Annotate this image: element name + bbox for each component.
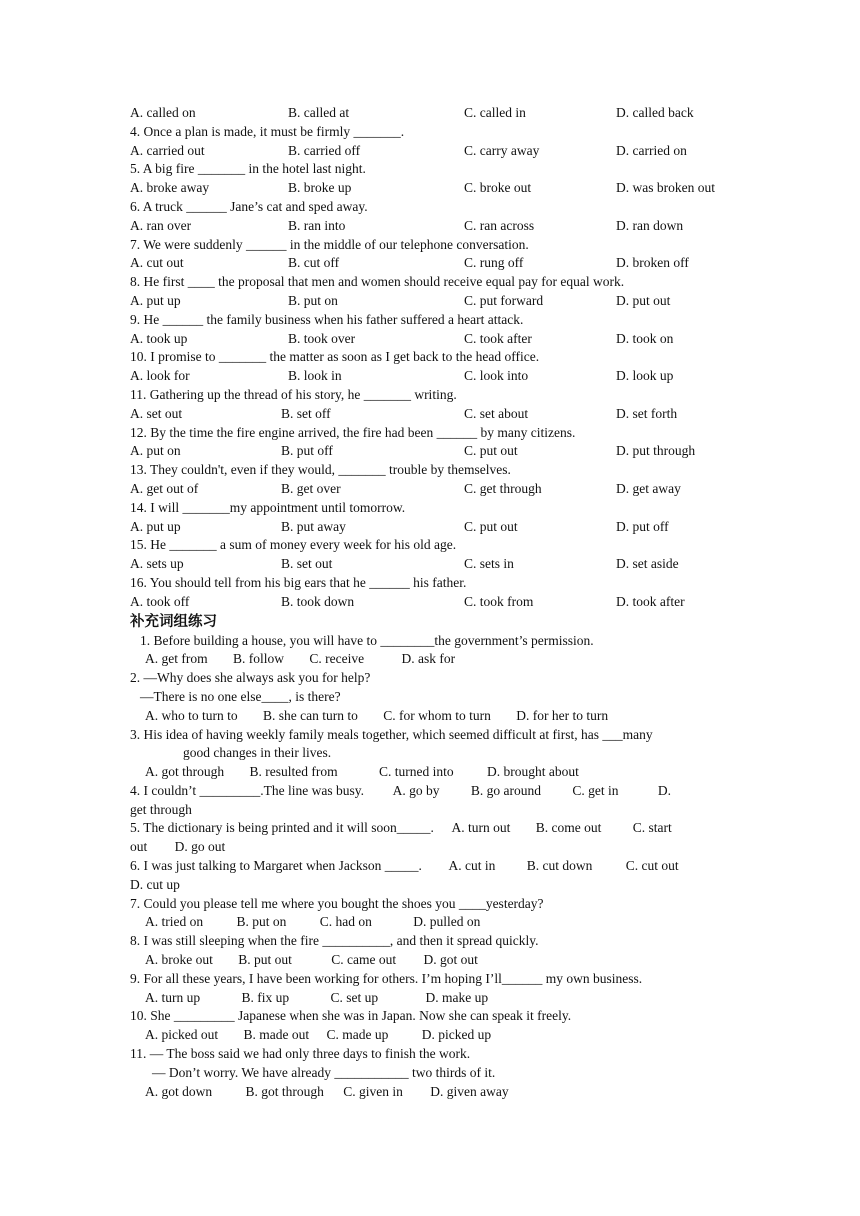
question-text: 3. His idea of having weekly family meals together, which seemed difficult at first, has ___many — [130, 726, 653, 742]
question-text: 13. They couldn't, even if they would, _______ trouble by themselves. — [130, 462, 511, 478]
option-c: C. start — [632, 820, 672, 836]
question-text: 2. —Why does she always ask you for help? — [130, 670, 371, 686]
option-c: C. broke out — [464, 180, 532, 196]
option-b: B. cut off — [288, 255, 340, 271]
options-row — [130, 405, 740, 424]
option-d-wrap: D. cut up — [130, 876, 180, 892]
option-c: C. called in — [464, 105, 526, 120]
option-a: A. get from — [145, 651, 208, 667]
option-a: A. picked out — [145, 1027, 219, 1043]
options-row — [130, 707, 740, 726]
option-d: D. brought about — [486, 764, 579, 780]
option-a: A. took off — [130, 593, 190, 609]
question-text: 6. A truck ______ Jane’s cat and sped away. — [130, 198, 368, 214]
question-text: 14. I will _______my appointment until tomorrow. — [130, 499, 406, 515]
option-b: B. resulted from — [249, 764, 338, 780]
options-row — [130, 555, 740, 574]
option-b: B. carried off — [288, 142, 361, 158]
option-a: A. put up — [130, 518, 181, 534]
question-text-cont: —There is no one else____, is there? — [140, 688, 341, 704]
option-b: B. cut down — [526, 858, 593, 874]
option-d: D. look up — [616, 368, 674, 384]
option-c: C. put out — [464, 443, 518, 459]
option-b: B. put off — [281, 443, 333, 459]
option-b: B. follow — [232, 651, 284, 667]
option-b: B. took over — [288, 330, 356, 346]
option-d: D. took on — [616, 330, 674, 346]
worksheet — [130, 104, 740, 1101]
question-text: 6. I was just talking to Margaret when Jackson _____. — [130, 858, 422, 874]
option-c: C. given in — [343, 1083, 403, 1099]
option-a: A. cut out — [130, 255, 184, 271]
option-c: C. for whom to turn — [383, 707, 491, 723]
question-text: 15. He _______ a sum of money every week for his old age. — [130, 537, 457, 553]
option-c: C. look into — [464, 368, 529, 384]
question-with-options — [130, 857, 740, 876]
option-c-wrap: out — [130, 839, 148, 855]
option-b: B. she can turn to — [263, 707, 358, 723]
option-b: B. look in — [288, 368, 342, 384]
question-text: 11. — The boss said we had only three days to finish the work. — [130, 1046, 471, 1062]
options-row — [130, 1083, 740, 1102]
option-a: A. look for — [130, 368, 190, 384]
option-a: A. turn out — [451, 820, 511, 836]
option-c: C. receive — [309, 651, 365, 667]
option-a: A. broke out — [145, 952, 213, 968]
option-a: A. ran over — [130, 217, 192, 233]
option-b: B. fix up — [241, 989, 290, 1005]
option-c: C. turned into — [378, 764, 454, 780]
question-text: 4. Once a plan is made, it must be firmly _______. — [130, 123, 405, 139]
option-d: D. got out — [423, 952, 478, 968]
option-a: A. called on — [130, 105, 196, 120]
option-b: B. broke up — [288, 180, 352, 196]
option-c: C. ran across — [464, 217, 535, 233]
option-d-wrap: get through — [130, 801, 192, 817]
options-row — [130, 142, 740, 161]
option-b: B. ran into — [288, 217, 346, 233]
option-b: B. called at — [288, 105, 350, 120]
option-b: B. put on — [236, 914, 287, 930]
option-c: C. set up — [330, 989, 379, 1005]
wrap-line — [130, 838, 740, 857]
option-a: A. turn up — [145, 989, 201, 1005]
option-c: C. took from — [464, 593, 534, 609]
question-text: 8. He first ____ the proposal that men and women should receive equal pay for equal work. — [130, 274, 625, 290]
section-heading: 补充词组练习 — [130, 613, 217, 630]
options-row — [130, 292, 740, 311]
options-row — [130, 989, 740, 1008]
option-c: C. carry away — [464, 142, 540, 158]
option-a: A. broke away — [130, 180, 210, 196]
option-d: D. ran down — [616, 217, 684, 233]
option-a: A. cut in — [448, 858, 496, 874]
options-row — [130, 763, 740, 782]
question-text: 1. Before building a house, you will have to ________the government’s permission. — [140, 632, 594, 648]
option-a: A. tried on — [145, 914, 204, 930]
option-c: C. put forward — [464, 292, 544, 308]
option-d: D. broken off — [616, 255, 689, 271]
question-text: 10. She _________ Japanese when she was in Japan. Now she can speak it freely. — [130, 1008, 572, 1024]
option-d: D. carried on — [616, 142, 687, 158]
option-c: C. had on — [319, 914, 372, 930]
options-row — [130, 951, 740, 970]
question-text: 7. Could you please tell me where you bought the shoes you ____yesterday? — [130, 895, 544, 911]
options-row — [130, 179, 740, 198]
question-with-options — [130, 782, 740, 801]
option-c: C. made up — [326, 1027, 389, 1043]
option-d: D. pulled on — [413, 914, 481, 930]
question-text-cont: — Don’t worry. We have already ___________ two thirds of it. — [152, 1064, 496, 1080]
option-d: D. ask for — [401, 651, 456, 667]
options-row — [130, 442, 740, 461]
option-c: C. get in — [572, 782, 619, 798]
option-a: A. took up — [130, 330, 188, 346]
option-c: C. get through — [464, 480, 542, 496]
question-text: 5. A big fire _______ in the hotel last night. — [130, 161, 366, 177]
option-b: B. set off — [281, 405, 331, 421]
question-text: 9. He ______ the family business when his father suffered a heart attack. — [130, 311, 524, 327]
option-b: B. put away — [281, 518, 346, 534]
option-d: D. get away — [616, 480, 681, 496]
option-b: B. got through — [245, 1083, 324, 1099]
options-row-q3 — [130, 104, 740, 123]
option-a: A. got through — [145, 764, 225, 780]
options-row — [130, 254, 740, 273]
option-a: A. go by — [392, 782, 440, 798]
option-c: C. set about — [464, 405, 529, 421]
option-d: D. go out — [174, 839, 226, 855]
option-d: D. for her to turn — [516, 707, 609, 723]
option-a: A. put up — [130, 292, 181, 308]
option-c: C. came out — [331, 952, 397, 968]
question-text-cont: good changes in their lives. — [183, 745, 332, 761]
option-c: C. put out — [464, 518, 518, 534]
option-b: B. put out — [238, 952, 292, 968]
option-d: D. — [657, 782, 671, 798]
option-a: A. get out of — [130, 480, 199, 496]
question-text: 8. I was still sleeping when the fire __________, and then it spread quickly. — [130, 933, 539, 949]
options-row — [130, 1026, 740, 1045]
option-d: D. took after — [616, 593, 685, 609]
part1-questions — [130, 123, 740, 612]
option-d: D. picked up — [421, 1027, 492, 1043]
options-row — [130, 650, 740, 669]
question-text: 7. We were suddenly ______ in the middle of our telephone conversation. — [130, 236, 529, 252]
question-with-options — [130, 819, 740, 838]
options-row — [130, 330, 740, 349]
option-c: C. rung off — [464, 255, 524, 271]
option-b: B. get over — [281, 480, 341, 496]
option-b: B. took down — [281, 593, 355, 609]
option-d: D. set aside — [616, 556, 679, 572]
question-text: 11. Gathering up the thread of his story, he _______ writing. — [130, 386, 457, 402]
option-d: D. make up — [425, 989, 489, 1005]
options-row — [130, 480, 740, 499]
option-a: A. sets up — [130, 556, 184, 572]
option-d: D. put out — [616, 292, 671, 308]
question-text: 4. I couldn’t _________.The line was busy. — [130, 782, 364, 798]
option-a: A. got down — [145, 1083, 213, 1099]
option-a: A. put on — [130, 443, 181, 459]
option-a: A. set out — [130, 405, 183, 421]
options-row — [130, 593, 740, 612]
option-c: C. cut out — [625, 858, 679, 874]
options-row — [130, 518, 740, 537]
options-row — [130, 217, 740, 236]
option-d: D. given away — [430, 1083, 509, 1099]
option-b: B. made out — [243, 1027, 310, 1043]
option-a: A. carried out — [130, 142, 205, 158]
question-text: 12. By the time the fire engine arrived, the fire had been ______ by many citizens. — [130, 424, 576, 440]
option-b: B. come out — [535, 820, 602, 836]
question-text: 9. For all these years, I have been working for others. I’m hoping I’ll______ my own business. — [130, 970, 643, 986]
option-d: D. set forth — [616, 405, 678, 421]
question-text: 10. I promise to _______ the matter as soon as I get back to the head office. — [130, 349, 540, 365]
option-a: A. who to turn to — [145, 707, 238, 723]
question-text: 16. You should tell from his big ears that he ______ his father. — [130, 574, 467, 590]
option-b: B. set out — [281, 556, 333, 572]
option-d: D. put off — [616, 518, 669, 534]
option-b: B. put on — [288, 292, 338, 308]
option-d: D. was broken out — [616, 180, 715, 196]
question-text: 5. The dictionary is being printed and it will soon_____. — [130, 820, 434, 836]
option-c: C. took after — [464, 330, 532, 346]
option-d: D. put through — [616, 443, 696, 459]
options-row — [130, 913, 740, 932]
option-c: C. sets in — [464, 556, 514, 572]
option-b: B. go around — [470, 782, 541, 798]
options-row — [130, 367, 740, 386]
option-d: D. called back — [616, 105, 694, 120]
